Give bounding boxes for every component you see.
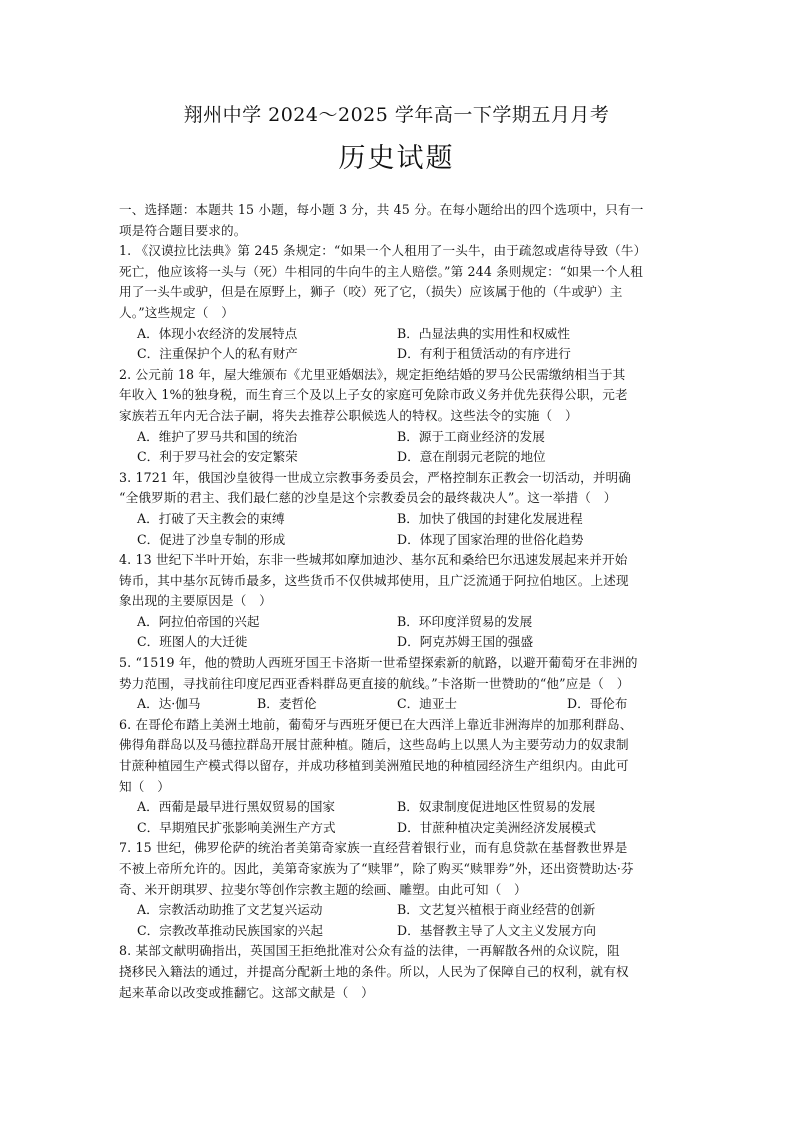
question-stem-line: 4. 13 世纪下半叶开始，东非一些城邦如摩加迪沙、基尔瓦和桑给巴尔迅速发展起来并开始 — [119, 552, 628, 568]
question-stem-line: 人。”这些规定（ ） — [119, 304, 234, 320]
question-stem-line: 甘蔗种植园生产模式得以留存，并成功移植到美洲殖民地的种植园经济生产组织内。由此可 — [119, 758, 629, 774]
question-1 — [119, 241, 679, 365]
option-b: B．凸显法典的实用性和权威性 — [397, 325, 570, 341]
option-b: B．环印度洋贸易的发展 — [397, 613, 533, 629]
question-4 — [119, 550, 679, 653]
options-row — [119, 447, 679, 468]
option-b: B．源于工商业经济的发展 — [397, 428, 545, 444]
option-c: C．促进了沙皇专制的形成 — [137, 531, 286, 547]
option-b: B．加快了俄国的封建化发展进程 — [397, 510, 583, 526]
question-stem-line: 5. “1519 年，他的赞助人西班牙国王卡洛斯一世希望探索新的航路，以避开葡萄牙在非洲的 — [119, 655, 638, 671]
option-b: B．奴隶制度促进地区性贸易的发展 — [397, 799, 596, 815]
question-stem-line: 铸币，其中基尔瓦铸币最多，这些货币不仅供城邦使用，且广泛流通于阿拉伯地区。上述现 — [119, 572, 629, 588]
question-stem-line: 6. 在哥伦布踏上美洲土地前，葡萄牙与西班牙便已在大西洋上靠近非洲海岸的加那利群岛、 — [119, 716, 633, 732]
options-row — [119, 612, 679, 633]
question-6 — [119, 715, 679, 839]
option-c: C．宗教改革推动民族国家的兴起 — [137, 922, 323, 938]
section-instructions — [119, 200, 679, 241]
options-row — [119, 818, 679, 839]
options-row — [119, 324, 679, 345]
option-d: D．甘蔗种植决定美洲经济发展模式 — [397, 819, 597, 835]
options-row — [119, 797, 679, 818]
question-stem-line: 家族若五年内无合法子嗣，将失去推荐公职候选人的特权。这些法令的实施（ ） — [119, 407, 578, 423]
option-b: B．麦哲伦 — [257, 696, 317, 712]
option-d: D．体现了国家治理的世俗化趋势 — [397, 531, 584, 547]
exam-title: 翔州中学 2024～2025 学年高一下学期五月月考 — [183, 104, 610, 126]
options-row — [119, 530, 679, 551]
question-stem-line: “全俄罗斯的君主、我们最仁慈的沙皇是这个宗教委员会的最终裁决人”。这一举措（ ） — [119, 490, 617, 506]
option-a: A．宗教活动助推了文艺复兴运动 — [137, 902, 323, 918]
option-c: C．迪亚士 — [397, 696, 458, 712]
option-d: D．哥伦布 — [567, 696, 628, 712]
question-stem-line: 8. 某部文献明确指出，英国国王拒绝批准对公众有益的法律，一再解散各州的众议院，阻 — [119, 943, 620, 959]
option-c: C．班图人的大迁徙 — [137, 634, 248, 650]
option-d: D．意在削弱元老院的地位 — [397, 449, 546, 465]
question-stem-line: 7. 15 世纪，佛罗伦萨的统治者美第奇家族一直经营着银行业，而有息贷款在基督教世界是 — [119, 840, 628, 856]
question-stem-line: 不被上帝所允许的。因此，美第奇家族为了“赎罪”，除了购买“赎罪券”外，还出资赞助达·芬 — [119, 861, 634, 876]
question-3 — [119, 468, 679, 550]
subject-title: 历史试题 — [338, 143, 455, 174]
text-line: 项是符合题目要求的。 — [119, 222, 247, 238]
question-stem-line: 2. 公元前 18 年，屋大维颁布《尤里亚婚姻法》，规定拒绝结婚的罗马公民需缴纳相当于其 — [119, 366, 626, 382]
option-d: D．阿克苏姆王国的强盛 — [397, 634, 534, 650]
option-b: B．文艺复兴植根于商业经营的创新 — [397, 902, 596, 918]
exam-content — [119, 200, 679, 1003]
option-c: C．早期殖民扩张影响美洲生产方式 — [137, 819, 336, 835]
question-stem-line: 象出现的主要原因是（ ） — [119, 593, 272, 609]
options-row — [119, 344, 679, 365]
question-stem-line: 3. 1721 年，俄国沙皇彼得一世成立宗教事务委员会，严格控制东正教会一切活动，并明确 — [119, 469, 632, 485]
option-d: D．有利于租赁活动的有序进行 — [397, 346, 571, 362]
question-stem-line: 势力范围，寻找前往印度尼西亚香料群岛更直接的航线。”卡洛斯一世赞助的“他”应是（ ） — [119, 675, 630, 691]
question-stem-line: 奇、米开朗琪罗、拉斐尔等创作宗教主题的绘画、雕塑。由此可知（ ） — [119, 881, 527, 897]
options-row — [119, 694, 679, 715]
question-2 — [119, 365, 679, 468]
question-stem-line: 起来革命以改变或推翻它。这部文献是（ ） — [119, 984, 374, 1000]
option-a: A．体现小农经济的发展特点 — [137, 325, 298, 341]
option-a: A．维护了罗马共和国的统治 — [137, 428, 298, 444]
question-7 — [119, 838, 679, 941]
option-d: D．基督教主导了人文主义发展方向 — [397, 922, 597, 938]
option-c: C．利于罗马社会的安定繁荣 — [137, 449, 298, 465]
option-a: A．西葡是最早进行黑奴贸易的国家 — [137, 799, 336, 815]
option-a: A．打破了天主教会的束缚 — [137, 510, 285, 526]
question-stem-line: 佛得角群岛以及马德拉群岛开展甘蔗种植。随后，这些岛屿上以黑人为主要劳动力的奴隶制 — [119, 737, 629, 753]
option-a: A．阿拉伯帝国的兴起 — [137, 613, 260, 629]
options-row — [119, 427, 679, 448]
option-c: C．注重保护个人的私有财产 — [137, 346, 298, 362]
question-stem-line: 1. 《汉谟拉比法典》第 245 条规定：“如果一个人租用了一头牛，由于疏忽或虐待导致（牛） — [119, 243, 647, 259]
options-row — [119, 632, 679, 653]
options-row — [119, 921, 679, 942]
text-line: 一、选择题：本题共 15 小题，每小题 3 分，共 45 分。在每小题给出的四个选项中，只有一 — [119, 202, 644, 217]
question-stem-line: 死亡，他应该将一头与（死）牛相同的牛向牛的主人赔偿。”第 244 条则规定：“如果一个人租 — [119, 263, 643, 279]
question-stem-line: 年收入 1%的独身税，而生育三个及以上子女的家庭可免除市政义务并优先获得公职，元老 — [119, 387, 628, 403]
options-row — [119, 900, 679, 921]
options-row — [119, 509, 679, 530]
question-8 — [119, 941, 679, 1003]
question-stem-line: 知（ ） — [119, 778, 170, 794]
question-5 — [119, 653, 679, 715]
option-a: A．达·伽马 — [137, 696, 201, 712]
question-stem-line: 用了一头牛或驴，但是在原野上，狮子（咬）死了它，（损失）应该属于他的（牛或驴）主 — [119, 284, 623, 300]
question-stem-line: 挠移民入籍法的通过，并提高分配新土地的条件。所以，人民为了保障自己的权利，就有权 — [119, 963, 629, 979]
